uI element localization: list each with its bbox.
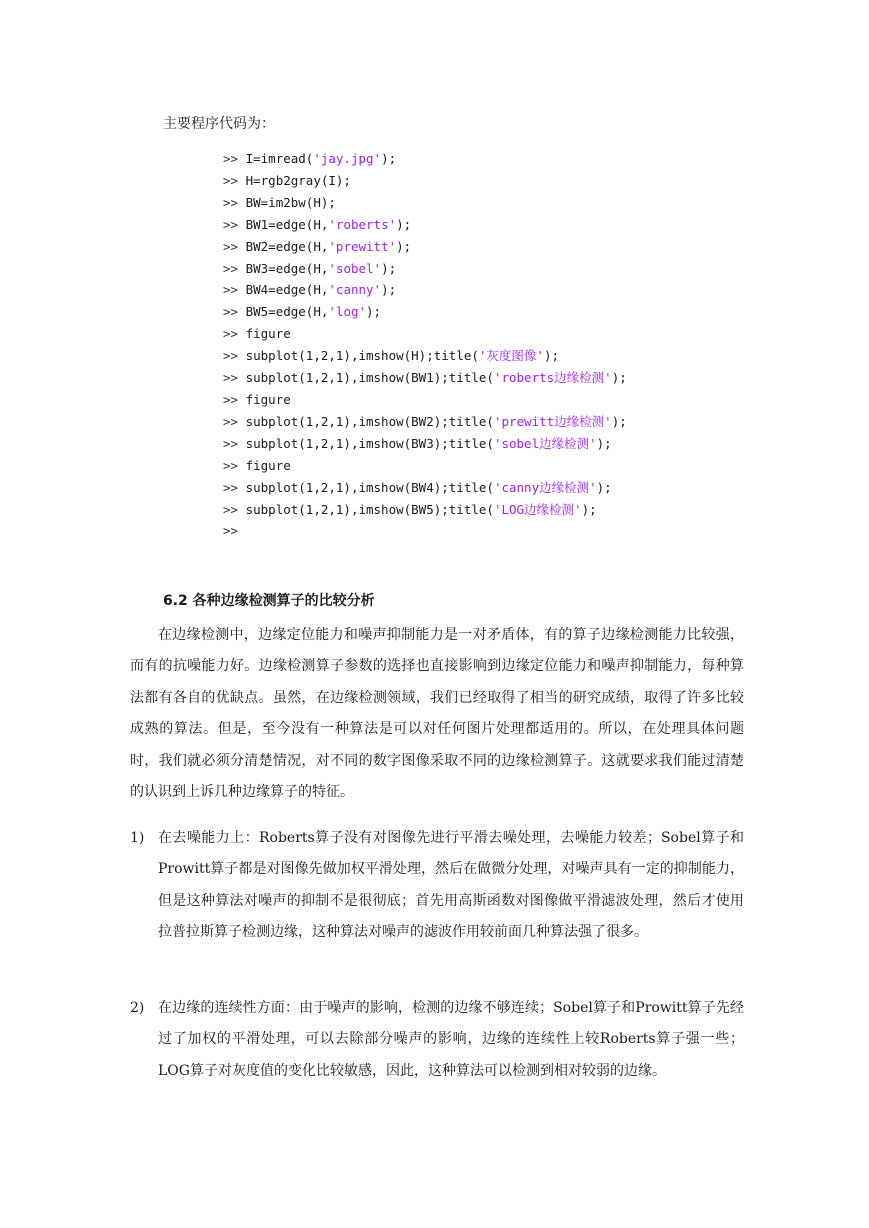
code-text: figure bbox=[245, 391, 291, 407]
code-text: ); bbox=[581, 501, 597, 517]
list-item-text: 在去噪能力上：Roberts算子没有对图像先进行平滑去噪处理，去噪能力较差；Sobel算子和Prowitt算子都是对图像先做加权平滑处理，然后在做微分处理，对噪声具有一定的抑制能力，但是这种算法对噪声的抑制不是很彻底；首先用高斯函数对图像做平滑滤波处理，然后才使用拉普拉斯算子检测边缘，这种算法对噪声的滤波作用较前面几种算法强了很多。 bbox=[158, 830, 744, 941]
code-string: 'canny' bbox=[328, 282, 382, 298]
code-text: subplot(1,2,1),imshow(BW2);title( bbox=[245, 413, 494, 429]
code-text: BW5=edge(H, bbox=[245, 304, 329, 320]
code-text: subplot(1,2,1),imshow(BW1);title( bbox=[245, 370, 494, 386]
code-string: 'roberts' bbox=[328, 216, 397, 232]
code-intro-text: 主要程序代码为： bbox=[163, 116, 275, 132]
code-prompt: >> bbox=[223, 260, 239, 276]
code-prompt: >> bbox=[223, 501, 239, 517]
code-text: ); bbox=[596, 479, 612, 495]
code-line bbox=[223, 214, 653, 236]
code-string: 'canny边缘检测' bbox=[493, 479, 597, 495]
code-line bbox=[223, 236, 653, 258]
code-line bbox=[223, 367, 653, 389]
code-string: 'log' bbox=[328, 304, 367, 320]
code-text: subplot(1,2,1),imshow(BW5);title( bbox=[245, 501, 494, 517]
code-string: 'prewitt边缘检测' bbox=[493, 413, 612, 429]
code-text: ); bbox=[543, 348, 560, 364]
code-prompt: >> bbox=[223, 326, 239, 342]
code-text: BW3=edge(H, bbox=[245, 260, 329, 276]
code-line bbox=[223, 345, 653, 367]
code-line bbox=[223, 170, 653, 192]
code-text: BW2=edge(H, bbox=[245, 238, 329, 254]
code-text: ); bbox=[366, 304, 382, 320]
code-line bbox=[223, 192, 653, 214]
code-text: ); bbox=[611, 370, 627, 386]
code-text: ); bbox=[396, 216, 412, 232]
list-item-number: 1) bbox=[130, 830, 145, 846]
code-line bbox=[223, 148, 653, 170]
code-text: figure bbox=[245, 326, 291, 342]
code-line bbox=[223, 279, 653, 301]
list-item bbox=[130, 823, 744, 949]
code-line bbox=[223, 301, 653, 323]
list-item bbox=[130, 993, 744, 1087]
code-text: ); bbox=[611, 413, 627, 429]
code-prompt: >> bbox=[223, 216, 239, 232]
code-text: figure bbox=[245, 457, 291, 473]
code-prompt: >> bbox=[223, 457, 239, 473]
code-string: '灰度图像' bbox=[478, 348, 544, 364]
code-prompt: >> bbox=[223, 282, 239, 298]
code-line bbox=[223, 433, 653, 455]
code-block bbox=[223, 148, 653, 542]
code-prompt: >> bbox=[223, 523, 239, 539]
code-text: I=imread( bbox=[245, 151, 314, 166]
list-item-text: 在边缘的连续性方面：由于噪声的影响，检测的边缘不够连续；Sobel算子和Prowitt算子先经过了加权的平滑处理，可以去除部分噪声的影响，边缘的连续性上较Roberts算子强一些；LOG算子对灰度值的变化比较敏感，因此，这种算法可以检测到相对较弱的边缘。 bbox=[158, 1000, 744, 1079]
code-line bbox=[223, 411, 653, 433]
code-line bbox=[223, 389, 653, 411]
code-string: 'sobel' bbox=[328, 260, 382, 276]
code-text: BW1=edge(H, bbox=[245, 216, 329, 232]
code-text: ); bbox=[596, 435, 612, 451]
code-line bbox=[223, 323, 653, 345]
code-prompt: >> bbox=[223, 172, 239, 188]
code-prompt: >> bbox=[223, 435, 239, 451]
code-string: 'jay.jpg' bbox=[313, 151, 382, 166]
code-prompt: >> bbox=[223, 194, 239, 210]
section-paragraph: 在边缘检测中，边缘定位能力和噪声抑制能力是一对矛盾体，有的算子边缘检测能力比较强，而有的抗噪能力好。边缘检测算子参数的选择也直接影响到边缘定位能力和噪声抑制能力，每种算法都有各自的优缺点。虽然，在边缘检测领域，我们已经取得了相当的研究成绩，取得了许多比较成熟的算法。但是，至今没有一种算法是可以对任何图片处理都适用的。所以，在处理具体问题时，我们就必须分清楚情况，对不同的数字图像采取不同的边缘检测算子。这就要求我们能过清楚的认识到上诉几种边缘算子的特征。 bbox=[130, 627, 744, 801]
code-text: subplot(1,2,1),imshow(BW4);title( bbox=[245, 479, 494, 495]
code-line bbox=[223, 499, 653, 521]
code-line bbox=[223, 477, 653, 499]
code-string: 'sobel边缘检测' bbox=[493, 435, 597, 451]
code-text: BW4=edge(H, bbox=[245, 282, 329, 298]
section-heading: 6.2 各种边缘检测算子的比较分析 bbox=[163, 593, 375, 609]
code-prompt: >> bbox=[223, 391, 239, 407]
code-line bbox=[223, 455, 653, 477]
code-line bbox=[223, 520, 653, 542]
code-prompt: >> bbox=[223, 370, 239, 386]
code-text: ); bbox=[381, 151, 397, 166]
code-string: 'LOG边缘检测' bbox=[493, 501, 582, 517]
code-string: 'roberts边缘检测' bbox=[493, 370, 612, 386]
code-text: subplot(1,2,1),imshow(BW3);title( bbox=[245, 435, 494, 451]
code-prompt: >> bbox=[223, 304, 239, 320]
code-prompt: >> bbox=[223, 348, 239, 364]
code-text: subplot(1,2,1),imshow(H);title( bbox=[245, 348, 479, 364]
code-string: 'prewitt' bbox=[328, 238, 397, 254]
code-prompt: >> bbox=[223, 151, 239, 166]
code-prompt: >> bbox=[223, 479, 239, 495]
code-text: H=rgb2gray(I); bbox=[245, 172, 351, 188]
code-prompt: >> bbox=[223, 413, 239, 429]
code-text: BW=im2bw(H); bbox=[245, 194, 336, 210]
list-item-number: 2) bbox=[130, 1000, 145, 1016]
code-prompt: >> bbox=[223, 238, 239, 254]
code-line bbox=[223, 258, 653, 280]
code-text: ); bbox=[381, 282, 397, 298]
code-text: ); bbox=[396, 238, 412, 254]
code-text: ); bbox=[381, 260, 397, 276]
